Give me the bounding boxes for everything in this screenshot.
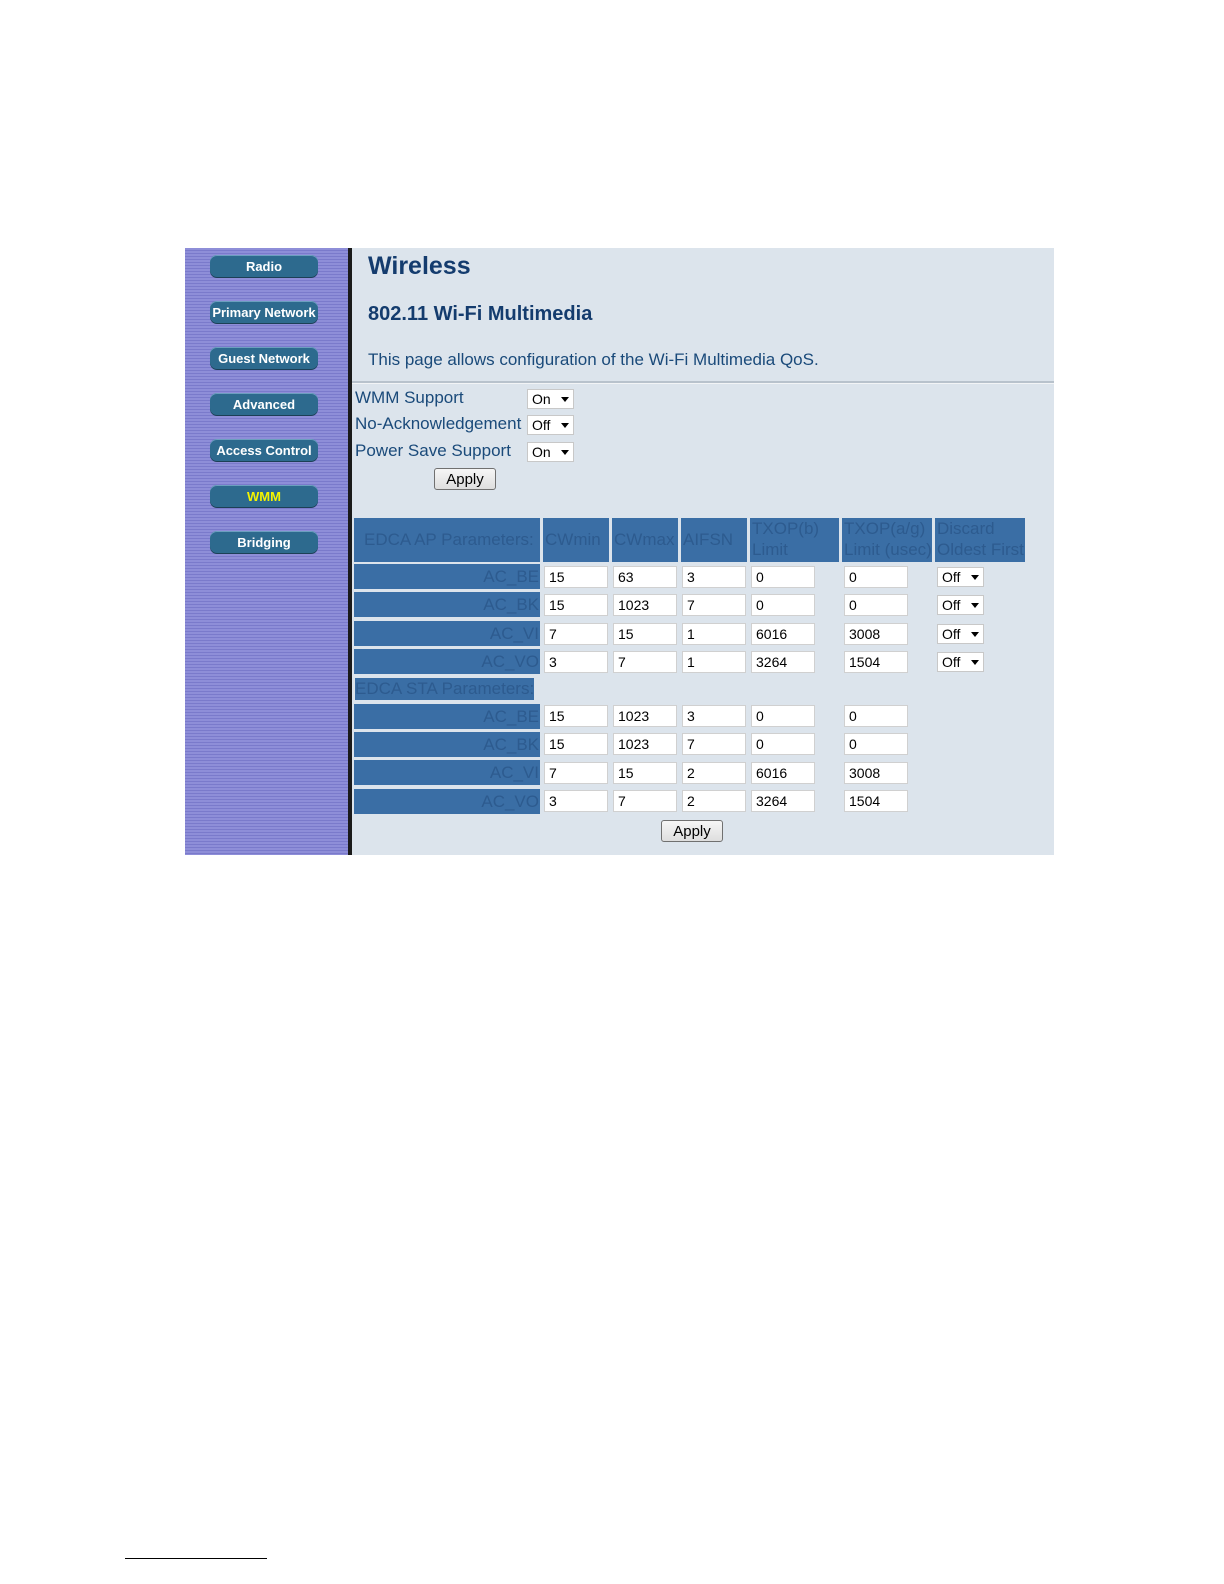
cwmax-header: CWmax: [612, 518, 678, 562]
sta-cwmin-input[interactable]: 15: [544, 705, 608, 727]
sidebar-item-access-control[interactable]: Access Control: [210, 439, 318, 461]
chevron-down-icon: [561, 423, 569, 428]
ap-discard-select[interactable]: [937, 624, 984, 644]
ap-cwmin-input[interactable]: 15: [544, 594, 608, 616]
sta-cwmax-input[interactable]: 15: [613, 762, 677, 784]
ap-cwmax-input[interactable]: 1023: [613, 594, 677, 616]
no-ack-value: Off: [532, 417, 551, 433]
sta-cwmax-input[interactable]: 1023: [613, 733, 677, 755]
sidebar-item-radio[interactable]: Radio: [210, 255, 318, 277]
sidebar-item-guest-network[interactable]: Guest Network: [210, 347, 318, 369]
sta-txop-ag-input[interactable]: 1504: [844, 790, 908, 812]
chevron-down-icon: [561, 397, 569, 402]
sidebar-item-primary-network[interactable]: Primary Network: [210, 301, 318, 323]
ap-discard-value: Off: [942, 626, 961, 642]
power-save-select[interactable]: [527, 442, 574, 462]
chevron-down-icon: [561, 450, 569, 455]
sta-txop-ag-input[interactable]: 3008: [844, 762, 908, 784]
sidebar-divider: [348, 248, 352, 855]
sta-row-label: AC_VO: [354, 789, 540, 814]
ap-discard-value: Off: [942, 654, 961, 670]
page-title: Wireless: [368, 252, 471, 280]
header-divider: [352, 381, 1054, 384]
ap-row-label: AC_BK: [354, 592, 540, 617]
wmm-support-label: WMM Support: [355, 388, 464, 407]
sidebar-item-bridging[interactable]: Bridging: [210, 531, 318, 553]
sta-aifsn-input[interactable]: 3: [682, 705, 746, 727]
ap-cwmin-input[interactable]: 7: [544, 623, 608, 645]
page-subtitle: 802.11 Wi-Fi Multimedia: [368, 303, 593, 325]
sta-txop-ag-input[interactable]: 0: [844, 733, 908, 755]
ap-cwmin-input[interactable]: 3: [544, 651, 608, 673]
sta-cwmax-input[interactable]: 7: [613, 790, 677, 812]
sta-txop-b-input[interactable]: 6016: [751, 762, 815, 784]
ap-txop-b-input[interactable]: 3264: [751, 651, 815, 673]
router-config-frame: [185, 248, 1054, 855]
ap-txop-b-input[interactable]: 0: [751, 594, 815, 616]
wmm-support-select[interactable]: [527, 389, 574, 409]
ap-txop-ag-input[interactable]: 0: [844, 594, 908, 616]
ap-row-label: AC_VI: [354, 621, 540, 646]
ap-discard-select[interactable]: [937, 567, 984, 587]
chevron-down-icon: [971, 603, 979, 608]
sta-aifsn-input[interactable]: 2: [682, 762, 746, 784]
txop-b-header: TXOP(b) Limit: [750, 518, 839, 562]
ap-aifsn-input[interactable]: 7: [682, 594, 746, 616]
no-ack-select[interactable]: [527, 415, 574, 435]
ap-txop-b-input[interactable]: 6016: [751, 623, 815, 645]
sta-row-label: AC_BK: [354, 732, 540, 757]
page-description: This page allows configuration of the Wi-Fi Multimedia QoS.: [368, 350, 819, 369]
ap-discard-value: Off: [942, 569, 961, 585]
ap-cwmax-input[interactable]: 7: [613, 651, 677, 673]
footnote-rule: [125, 1558, 267, 1559]
apply-options-button[interactable]: Apply: [434, 468, 496, 490]
sta-txop-b-input[interactable]: 0: [751, 733, 815, 755]
ap-discard-select[interactable]: [937, 652, 984, 672]
ap-aifsn-input[interactable]: 1: [682, 623, 746, 645]
power-save-value: On: [532, 444, 551, 460]
apply-edca-button[interactable]: Apply: [661, 820, 723, 842]
discard-header: Discard Oldest First: [935, 518, 1025, 562]
cwmin-header: CWmin: [543, 518, 609, 562]
ap-txop-ag-input[interactable]: 3008: [844, 623, 908, 645]
chevron-down-icon: [971, 660, 979, 665]
ap-cwmax-input[interactable]: 63: [613, 566, 677, 588]
ap-txop-ag-input[interactable]: 0: [844, 566, 908, 588]
ap-discard-select[interactable]: [937, 595, 984, 615]
ap-txop-ag-input[interactable]: 1504: [844, 651, 908, 673]
sta-cwmin-input[interactable]: 3: [544, 790, 608, 812]
edca-ap-header: EDCA AP Parameters:: [354, 518, 540, 562]
power-save-label: Power Save Support: [355, 441, 511, 460]
no-ack-label: No-Acknowledgement: [355, 414, 522, 433]
sta-txop-b-input[interactable]: 0: [751, 705, 815, 727]
ap-cwmax-input[interactable]: 15: [613, 623, 677, 645]
ap-discard-value: Off: [942, 597, 961, 613]
sta-cwmax-input[interactable]: 1023: [613, 705, 677, 727]
edca-sta-header: EDCA STA Parameters:: [355, 679, 535, 698]
sta-txop-b-input[interactable]: 3264: [751, 790, 815, 812]
txop-ag-header: TXOP(a/g) Limit (usec): [842, 518, 932, 562]
aifsn-header: AIFSN: [681, 518, 747, 562]
sta-cwmin-input[interactable]: 15: [544, 733, 608, 755]
ap-aifsn-input[interactable]: 1: [682, 651, 746, 673]
sta-row-label: AC_VI: [354, 760, 540, 785]
ap-row-label: AC_VO: [354, 649, 540, 674]
ap-cwmin-input[interactable]: 15: [544, 566, 608, 588]
sta-cwmin-input[interactable]: 7: [544, 762, 608, 784]
ap-aifsn-input[interactable]: 3: [682, 566, 746, 588]
ap-row-label: AC_BE: [354, 564, 540, 589]
sidebar: [185, 248, 348, 855]
sta-txop-ag-input[interactable]: 0: [844, 705, 908, 727]
sidebar-item-wmm[interactable]: WMM: [210, 485, 318, 507]
sta-row-label: AC_BE: [354, 704, 540, 729]
sta-aifsn-input[interactable]: 2: [682, 790, 746, 812]
wmm-support-value: On: [532, 391, 551, 407]
ap-txop-b-input[interactable]: 0: [751, 566, 815, 588]
chevron-down-icon: [971, 575, 979, 580]
sta-aifsn-input[interactable]: 7: [682, 733, 746, 755]
sidebar-item-advanced[interactable]: Advanced: [210, 393, 318, 415]
chevron-down-icon: [971, 632, 979, 637]
